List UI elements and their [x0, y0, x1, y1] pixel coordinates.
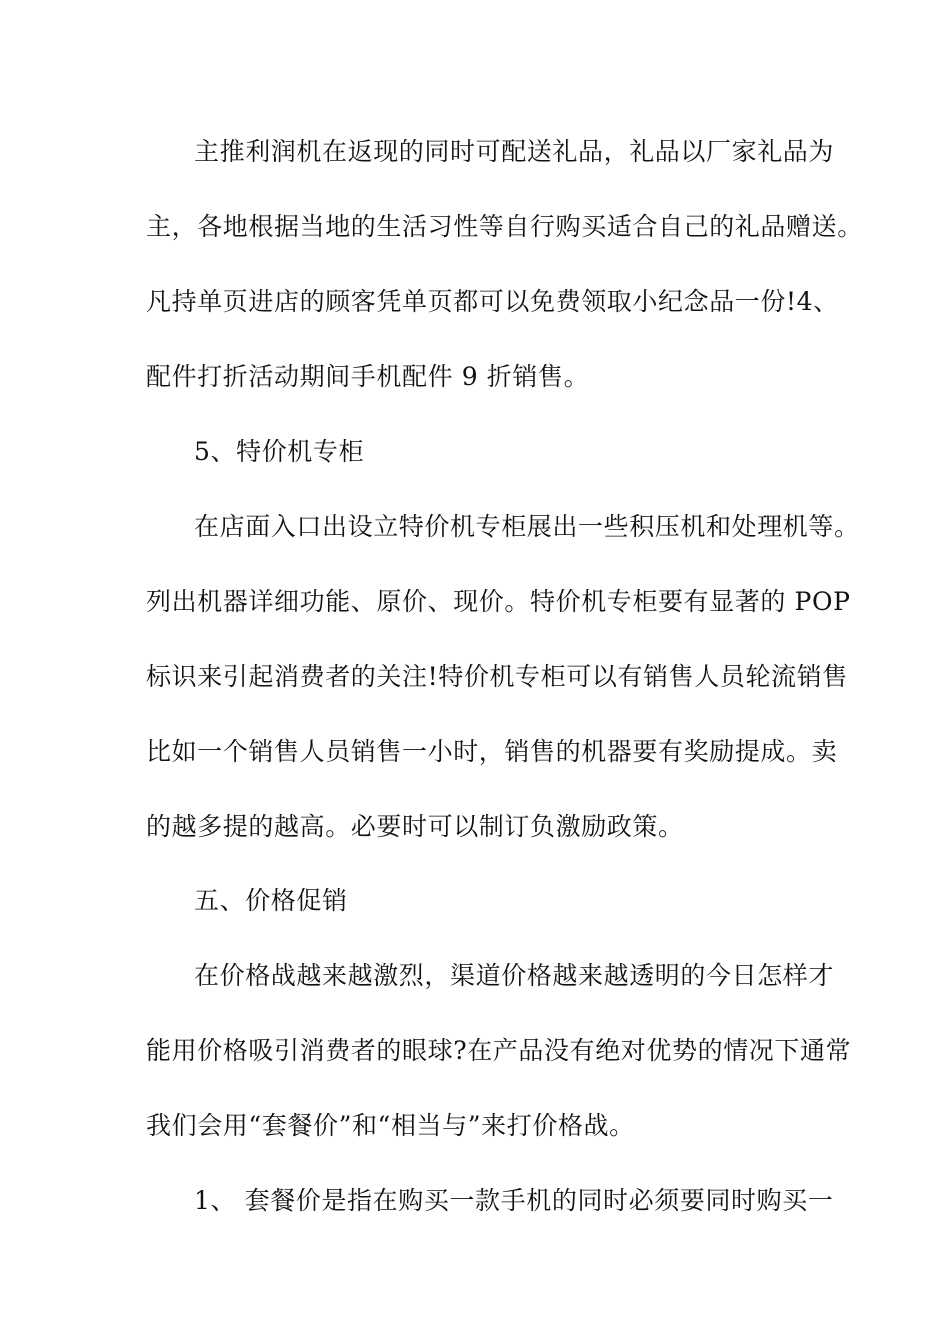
- paragraph-line: 的越多提的越高。必要时可以制订负激励政策。: [146, 812, 684, 841]
- list-item-line: 1、 套餐价是指在购买一款手机的同时必须要同时购买一: [194, 1186, 834, 1215]
- paragraph-line: 比如一个销售人员销售一小时，销售的机器要有奖励提成。卖: [146, 737, 838, 766]
- paragraph-line: 凡持单页进店的顾客凭单页都可以免费领取小纪念品一份!4、: [146, 287, 839, 316]
- paragraph-line: 在价格战越来越激烈，渠道价格越来越透明的今日怎样才: [194, 961, 835, 990]
- paragraph-line: 配件打折活动期间手机配件 9 折销售。: [146, 362, 590, 391]
- section-heading: 5、特价机专柜: [194, 437, 365, 466]
- paragraph-line: 能用价格吸引消费者的眼球?在产品没有绝对优势的情况下通常: [146, 1036, 852, 1065]
- paragraph-line: 我们会用“套餐价”和“相当与”来打价格战。: [146, 1111, 635, 1140]
- paragraph-line: 标识来引起消费者的关注!特价机专柜可以有销售人员轮流销售: [146, 662, 848, 691]
- paragraph-line: 在店面入口出设立特价机专柜展出一些积压机和处理机等。: [194, 512, 860, 541]
- paragraph-line: 主推利润机在返现的同时可配送礼品，礼品以厂家礼品为: [194, 137, 835, 166]
- paragraph-line: 主，各地根据当地的生活习性等自行购买适合自己的礼品赠送。: [146, 212, 863, 241]
- section-heading: 五、价格促销: [194, 886, 348, 915]
- paragraph-line: 列出机器详细功能、原价、现价。特价机专柜要有显著的 POP: [146, 587, 851, 616]
